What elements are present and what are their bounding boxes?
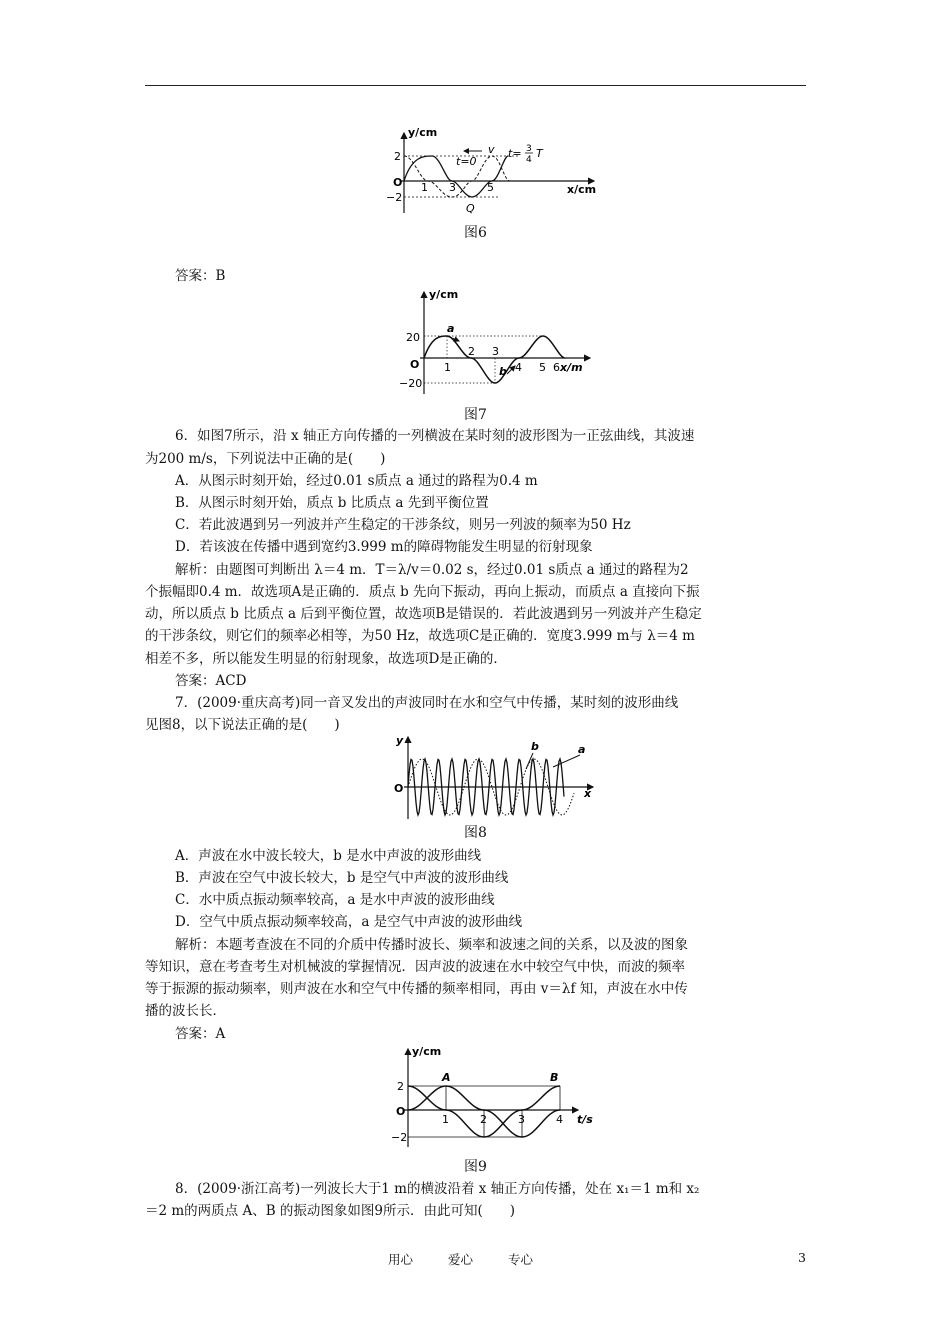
fig7-x-tick-5: 5: [539, 361, 546, 374]
header-rule: [145, 85, 806, 86]
figure-8-caption: 图8: [464, 825, 487, 841]
fig9-x-tick-4: 4: [556, 1113, 563, 1126]
fig6-x-tick-1: 1: [421, 181, 428, 194]
fig7-y-tick-pos: 20: [406, 331, 420, 344]
fig9-x-label: t/s: [577, 1113, 593, 1126]
fig9-y-tick-pos: 2: [397, 1080, 404, 1093]
footer-left: 用心: [388, 1252, 414, 1267]
fig7-x-tick-4: 4: [515, 361, 522, 374]
fig6-y-tick-neg: −2: [386, 191, 403, 204]
fig8-x-label: x: [584, 787, 592, 800]
q7-line-2: 见图8，以下说法正确的是( ): [145, 717, 340, 733]
fig6-t34-T: T: [536, 147, 543, 160]
fig9-A-label: A: [442, 1071, 451, 1084]
q7-line-1: 7．(2009·重庆高考)同一音叉发出的声波同时在水和空气中传播，某时刻的波形曲线: [175, 695, 679, 711]
q6-line-2: 为200 m/s，下列说法中正确的是( ): [145, 451, 386, 467]
fig6-origin: O: [393, 176, 403, 189]
fig6-y-label: y/cm: [408, 126, 438, 139]
fig7-y-label: y/cm: [429, 288, 459, 301]
q7-explanation-1: 解析：本题考查波在不同的介质中传播时波长、频率和波速之间的关系，以及波的图象: [175, 937, 688, 953]
q6-line-1: 6．如图7所示，沿 x 轴正方向传播的一列横波在某时刻的波形图为一正弦曲线，其波速: [175, 428, 695, 444]
q7-answer: 答案：A: [175, 1026, 226, 1042]
fig6-t34-num: 3: [526, 144, 532, 154]
fig7-x-tick-3: 3: [492, 345, 499, 358]
q8-line-2: ＝2 m的两质点 A、B 的振动图象如图9所示．由此可知( ): [145, 1203, 516, 1219]
fig6-t0-label: t=0: [456, 155, 477, 168]
q6-answer: 答案：ACD: [175, 673, 247, 689]
footer-mid: 爱心: [448, 1252, 474, 1267]
fig7-b-label: b: [499, 365, 507, 378]
answer-5: 答案：B: [175, 268, 226, 284]
fig9-B-label: B: [550, 1071, 559, 1084]
q7-option-a: A．声波在水中波长较大，b 是水中声波的波形曲线: [175, 848, 482, 864]
fig8-a-label: a: [578, 743, 586, 756]
q6-option-b: B．从图示时刻开始，质点 b 比质点 a 先到平衡位置: [175, 495, 489, 511]
fig6-t34-den: 4: [526, 155, 532, 165]
fig6-v-label: v: [488, 143, 495, 156]
footer-right: 专心: [508, 1252, 534, 1267]
figure-9: [388, 1043, 593, 1151]
figure-6: [380, 125, 600, 217]
q7-option-b: B．声波在空气中波长较大，b 是空气中声波的波形曲线: [175, 870, 509, 886]
q7-option-d: D．空气中质点振动频率较高，a 是空气中声波的波形曲线: [175, 914, 523, 930]
q7-explanation-4: 播的波长长．: [145, 1003, 226, 1019]
fig6-y-tick-pos: 2: [394, 150, 401, 163]
fig7-origin: O: [410, 358, 420, 371]
fig9-x-tick-3: 3: [518, 1113, 525, 1126]
fig8-y-label: y: [396, 734, 404, 747]
fig9-x-tick-1: 1: [442, 1113, 449, 1126]
figure-7-caption: 图7: [464, 407, 487, 423]
figure-6-caption: 图6: [464, 225, 487, 241]
fig7-x-tick-6: 6: [553, 361, 560, 374]
fig8-origin: O: [394, 782, 404, 795]
fig6-x-tick-5: 5: [487, 181, 494, 194]
fig9-y-tick-neg: −2: [391, 1131, 408, 1144]
figure-8: [388, 733, 598, 821]
q6-explanation-3: 动，所以质点 b 比质点 a 后到平衡位置，故选项B是错误的．若此波遇到另一列波并产生稳定: [145, 606, 702, 622]
q6-explanation-2: 个振幅即0.4 m．故选项A是正确的．质点 b 先向下振动，再向上振动，而质点 a 直接向下振: [145, 584, 700, 600]
q6-option-a: A．从图示时刻开始，经过0.01 s质点 a 通过的路程为0.4 m: [175, 473, 538, 489]
q6-explanation-1: 解析：由题图可判断出 λ＝4 m．T＝λ/v＝0.02 s，经过0.01 s质点 a 通过的路程为2: [175, 562, 689, 578]
page-number: 3: [798, 1250, 806, 1265]
fig7-x-tick-1: 1: [444, 361, 451, 374]
q6-explanation-4: 的干涉条纹，则它们的频率必相等，为50 Hz，故选项C是正确的．宽度3.999 m与 λ＝4 m: [145, 628, 695, 644]
fig9-origin: O: [396, 1105, 406, 1118]
fig6-x-label: x/cm: [567, 183, 597, 196]
fig9-y-label: y/cm: [412, 1045, 442, 1058]
fig8-b-label: b: [531, 740, 539, 753]
figure-7: [395, 286, 595, 398]
fig6-x-tick-3: 3: [449, 181, 456, 194]
figure-9-caption: 图9: [464, 1159, 487, 1175]
fig6-q-label: Q: [466, 202, 475, 215]
q6-explanation-5: 相差不多，所以能发生明显的衍射现象，故选项D是正确的．: [145, 651, 507, 667]
q7-explanation-3: 等于振源的振动频率，则声波在水和空气中传播的频率相同，再由 v＝λf 知，声波在水中传: [145, 981, 688, 997]
q7-explanation-2: 等知识，意在考查考生对机械波的掌握情况．因声波的波速在水中较空气中快，而波的频率: [145, 959, 685, 975]
fig7-y-tick-neg: −20: [399, 377, 423, 390]
fig9-x-tick-2: 2: [480, 1113, 487, 1126]
fig7-a-label: a: [447, 322, 455, 335]
fig7-x-label: x/m: [560, 361, 583, 374]
q6-option-d: D．若该波在传播中遇到宽约3.999 m的障碍物能发生明显的衍射现象: [175, 539, 593, 555]
fig6-t34-label: t=: [508, 147, 522, 160]
q8-line-1: 8．(2009·浙江高考)一列波长大于1 m的横波沿着 x 轴正方向传播，处在 x₁＝1 m和 x₂: [175, 1181, 700, 1197]
q7-option-c: C．水中质点振动频率较高，a 是水中声波的波形曲线: [175, 892, 495, 908]
fig7-x-tick-2: 2: [468, 345, 475, 358]
q6-option-c: C．若此波遇到另一列波并产生稳定的干涉条纹，则另一列波的频率为50 Hz: [175, 517, 631, 533]
